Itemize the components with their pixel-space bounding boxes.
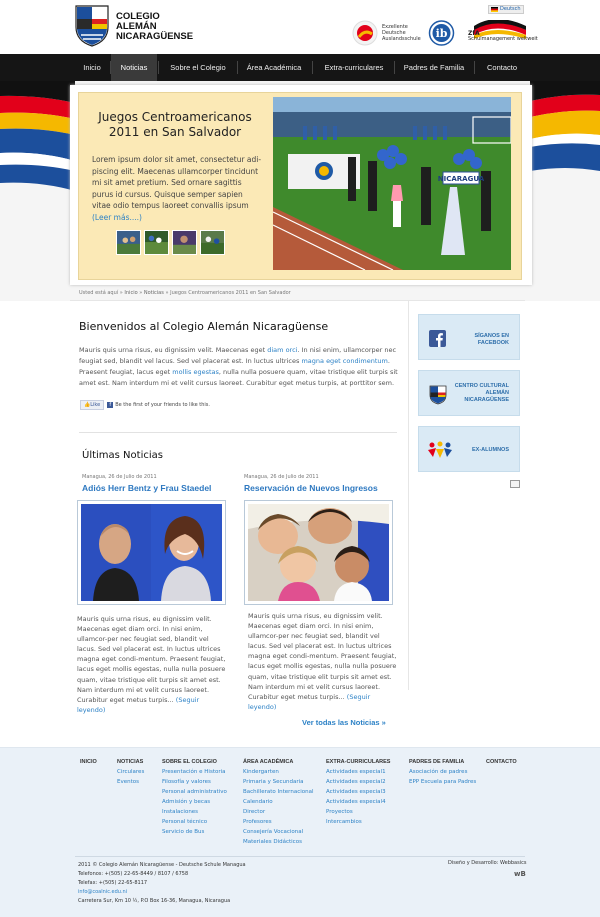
- cultural-center-label: [455, 383, 509, 404]
- portrait-photo: [81, 504, 222, 601]
- news-date: Managua, 26 de Julio de 2011: [82, 474, 157, 480]
- read-more-link[interactable]: (Seguir leyendo): [248, 692, 371, 711]
- nav-separator: [474, 61, 475, 74]
- footer-link[interactable]: Servicio de Bus: [162, 829, 205, 835]
- news-body-text: Mauris quis urna risus, eu dignissim velit. Maecenas eget diam orci. In nisi enim, ullamcor-per nec feugiat sed, blandit vel lacus. Sed vel placerat est. In luctus ultrices magna eget condi-mentum. Praesent feugiat, lacus eget mollis egestas, nulla nulla posuere quam, vitae tristique elit turpis sit amet est. Nam interdum mi et velit cursus laoreet. Curabitur eget metus turpis...: [77, 615, 226, 704]
- featured-news-title[interactable]: Juegos Centroamericanos 2011 en San Salvador: [98, 110, 252, 139]
- nav-separator: [312, 61, 313, 74]
- photo-banner-text: NICARAGUA: [437, 175, 485, 183]
- welcome-link[interactable]: mollis egestas: [172, 368, 219, 376]
- gallery-thumbnail[interactable]: [116, 230, 141, 255]
- footer-link[interactable]: Personal técnico: [162, 819, 208, 825]
- featured-news-text: [92, 154, 262, 223]
- children-photo: [248, 504, 389, 601]
- logo-line-3: NICARAGÜENSE: [116, 31, 194, 42]
- footer-link[interactable]: Admisión y becas: [162, 799, 211, 805]
- footer-link[interactable]: Consejería Vocacional: [243, 829, 304, 835]
- ib-world-school-icon[interactable]: [428, 20, 455, 46]
- partner1-line-1: Exzellente: [382, 24, 408, 30]
- site-header: [0, 0, 600, 54]
- footer-link[interactable]: Asociación de padres: [409, 769, 468, 775]
- section-divider: [79, 432, 397, 433]
- footer-head-sobre[interactable]: SOBRE EL COLEGIO: [162, 759, 217, 765]
- school-crest-icon: [429, 385, 447, 405]
- excellent-school-seal-icon[interactable]: [352, 20, 380, 46]
- alumni-label: EX-ALUMNOS: [472, 447, 509, 453]
- footer-email-link[interactable]: info@coalnic.edu.ni: [78, 889, 128, 895]
- nav-item-contacto[interactable]: Contacto: [486, 63, 518, 72]
- news-body-text: Mauris quis urna risus, eu dignissim velit. Maecenas eget diam orci. In nisi enim, ullamcor-per nec feugiat sed, blandit vel lacus. Sed vel placerat est. In luctus ultrices magna eget condi-mentum. Praesent feugiat, lacus eget mollis egestas, nulla nulla posuere quam, vitae tristique elit turpis sit amet est. Nam interdum mi et velit cursus laoreet. Curabitur eget metus turpis...: [248, 612, 397, 701]
- like-label: Like: [90, 402, 101, 408]
- language-switch[interactable]: [488, 5, 524, 14]
- breadcrumb-prefix: Usted está aquí: [79, 290, 119, 296]
- read-more-link[interactable]: (Leer más....): [92, 212, 142, 222]
- school-name-logo[interactable]: [116, 12, 193, 42]
- breadcrumb: [79, 290, 291, 296]
- footer-head-inicio[interactable]: INICIO: [80, 759, 97, 765]
- partner1-line-2: Deutsche: [382, 30, 406, 36]
- german-flag-icon: [491, 7, 498, 12]
- content-top-rule: [70, 300, 525, 301]
- breadcrumb-separator: »: [165, 290, 169, 296]
- partner1-line-3: Auslandsschule: [382, 36, 421, 42]
- thumbs-up-icon: 👍: [84, 402, 91, 408]
- zfa-name: ZfA: [468, 30, 480, 37]
- breadcrumb-noticias[interactable]: Noticias: [143, 290, 164, 296]
- footer-link[interactable]: Calendario: [243, 799, 273, 805]
- webbasics-logo[interactable]: wB: [514, 870, 526, 878]
- nav-item-padres-de-familia[interactable]: Padres de Familia: [403, 63, 465, 72]
- featured-news-photo[interactable]: [273, 97, 511, 270]
- featured-news-body: Lorem ipsum dolor sit amet, consectetur adi-piscing elit. Maecenas ullamcorper tincidunt mi sit amet pretium. Sed ornare sagittis purus id cursus. Quisque semper sapien vitae odio tempus laoreet convallis ipsum: [92, 155, 262, 210]
- footer-link[interactable]: Primaria y Secundaria: [243, 779, 304, 785]
- facebook-box-label: [474, 333, 509, 347]
- language-label: Deutsch: [500, 6, 521, 12]
- facebook-icon: f: [107, 402, 113, 408]
- footer-fax: Telefax: +(505) 22-65-8117: [78, 880, 148, 886]
- facebook-label-line: FACEBOOK: [477, 340, 509, 346]
- nav-separator: [158, 61, 159, 74]
- welcome-text-part: . In nisi enim, ullamcorper nec feugiat sed, blandit vel lacus. Sed vel placerat est. In luctus ultrices: [79, 346, 397, 365]
- nav-separator: [394, 61, 395, 74]
- footer-link[interactable]: Presentación e Historia: [162, 769, 226, 775]
- cultural-center-label-line: CENTRO CULTURAL: [454, 383, 509, 389]
- footer-link[interactable]: Circulares: [117, 769, 145, 775]
- nav-item-noticias[interactable]: Noticias: [111, 54, 157, 81]
- footer-link[interactable]: Instalaciones: [162, 809, 199, 815]
- sidebar-divider: [408, 300, 409, 690]
- footer-link[interactable]: Filosofía y valores: [162, 779, 211, 785]
- nav-item-extra-curriculares[interactable]: Extra-curriculares: [324, 63, 384, 72]
- school-crest-icon[interactable]: [75, 5, 109, 47]
- footer-link[interactable]: Actividades especial4: [326, 799, 386, 805]
- footer-link[interactable]: Actividades especial1: [326, 769, 386, 775]
- facebook-icon: [429, 330, 446, 347]
- welcome-link[interactable]: diam orci: [267, 346, 298, 354]
- welcome-text: [79, 345, 399, 389]
- cultural-center-label-line: ALEMÁN: [485, 390, 509, 396]
- news-heading: Últimas Noticias: [82, 450, 163, 461]
- zfa-label: [468, 31, 538, 42]
- welcome-text-part: . Praesent feugiat, lacus eget: [79, 357, 390, 376]
- footer-link[interactable]: Profesores: [243, 819, 272, 825]
- logo-line-1: COLEGIO: [116, 11, 160, 22]
- read-more-link[interactable]: (Seguir leyendo): [77, 695, 200, 714]
- facebook-like-button[interactable]: [80, 400, 104, 410]
- welcome-title: Bienvenidos al Colegio Alemán Nicaragüense: [79, 320, 329, 333]
- footer-link[interactable]: Bachillerato Internacional: [243, 789, 314, 795]
- gallery-thumbnail[interactable]: [172, 230, 197, 255]
- footer-link[interactable]: Materiales Didácticos: [243, 839, 302, 845]
- nav-separator: [237, 61, 238, 74]
- news-body: [77, 614, 227, 715]
- view-all-news-link[interactable]: Ver todas las Noticias »: [302, 718, 386, 727]
- news-title-link[interactable]: Reservación de Nuevos Ingresos: [244, 483, 378, 493]
- rss-feed-icon[interactable]: [510, 480, 520, 488]
- welcome-link[interactable]: magna eget condimentum: [301, 357, 388, 365]
- nav-item-sobre-el-colegio[interactable]: Sobre el Colegio: [170, 63, 226, 72]
- footer-separator: [75, 856, 525, 857]
- footer-link[interactable]: Intercambios: [326, 819, 362, 825]
- gallery-thumbnail[interactable]: [144, 230, 169, 255]
- news-photo[interactable]: [244, 500, 393, 605]
- gallery-thumbnail[interactable]: [200, 230, 225, 255]
- footer-head-extra[interactable]: EXTRA-CURRICULARES: [326, 759, 391, 765]
- breadcrumb-current: Juegos Centroamericanos 2011 en San Salvador: [170, 290, 291, 296]
- footer-link[interactable]: Eventos: [117, 779, 139, 785]
- facebook-like-row: [80, 400, 210, 410]
- footer-link[interactable]: EPP Escuela para Padres: [409, 779, 477, 785]
- welcome-text-part: , nulla nulla posuere quam, vitae tristique elit turpis sit amet est. Nam interdum mi et velit cursus laoreet. Curabitur eget metus turpis, at porttitor sem.: [79, 368, 398, 387]
- breadcrumb-separator: »: [139, 290, 143, 296]
- news-body: [248, 611, 398, 712]
- news-title-link[interactable]: Adiós Herr Bentz y Frau Staedel: [82, 483, 212, 493]
- footer-link[interactable]: Director: [243, 809, 266, 815]
- footer-copyright: 2011 © Colegio Alemán Nicaragüense - Deutsche Schule Managua: [78, 862, 246, 868]
- footer-head-area[interactable]: ÁREA ACADÉMICA: [243, 759, 294, 765]
- footer-link[interactable]: Personal administrativo: [162, 789, 227, 795]
- facebook-box[interactable]: [418, 314, 520, 360]
- alumni-box[interactable]: [418, 426, 520, 472]
- footer-address: Carretera Sur, Km 10 ½, P.O Box 16-36, Managua, Nicaragua: [78, 898, 231, 904]
- nav-item-inicio[interactable]: Inicio: [83, 63, 101, 72]
- cultural-center-box[interactable]: [418, 370, 520, 416]
- cultural-center-label-line: NICARAGÜENSE: [464, 397, 509, 403]
- breadcrumb-inicio[interactable]: Inicio: [124, 290, 138, 296]
- news-photo[interactable]: [77, 500, 226, 605]
- main-navigation: [0, 54, 600, 81]
- design-credit-link[interactable]: Diseño y Desarrollo: Webbasics: [448, 860, 527, 866]
- svg-text:ib: ib: [435, 27, 448, 40]
- excellent-school-label: [382, 24, 421, 42]
- footer-head-padres[interactable]: PADRES DE FAMILIA: [409, 759, 465, 765]
- like-text: Be the first of your friends to like this.: [115, 402, 210, 408]
- logo-line-2: ALEMÁN: [116, 21, 157, 32]
- breadcrumb-separator: »: [119, 290, 123, 296]
- nav-item-area-academica[interactable]: Área Académica: [246, 63, 302, 72]
- footer-phone: Telefonos: +(505) 22-65-8449 / 8107 / 6758: [78, 871, 189, 877]
- alumni-people-icon: [427, 441, 453, 459]
- news-date: Managua, 26 de Julio de 2011: [244, 474, 319, 480]
- footer-link[interactable]: Proyectos: [326, 809, 353, 815]
- footer-link[interactable]: Actividades especial2: [326, 779, 386, 785]
- zfa-subtitle: Schulmanagement weltweit: [468, 35, 538, 42]
- facebook-label-line: SÍGANOS EN: [474, 333, 509, 339]
- welcome-text-part: Mauris quis urna risus, eu dignissim velit. Maecenas eget: [79, 346, 268, 354]
- footer-link[interactable]: Actividades especial3: [326, 789, 386, 795]
- footer-head-contacto[interactable]: CONTACTO: [486, 759, 517, 765]
- footer-head-noticias[interactable]: NOTICIAS: [117, 759, 144, 765]
- footer-link[interactable]: Kindergarten: [243, 769, 279, 775]
